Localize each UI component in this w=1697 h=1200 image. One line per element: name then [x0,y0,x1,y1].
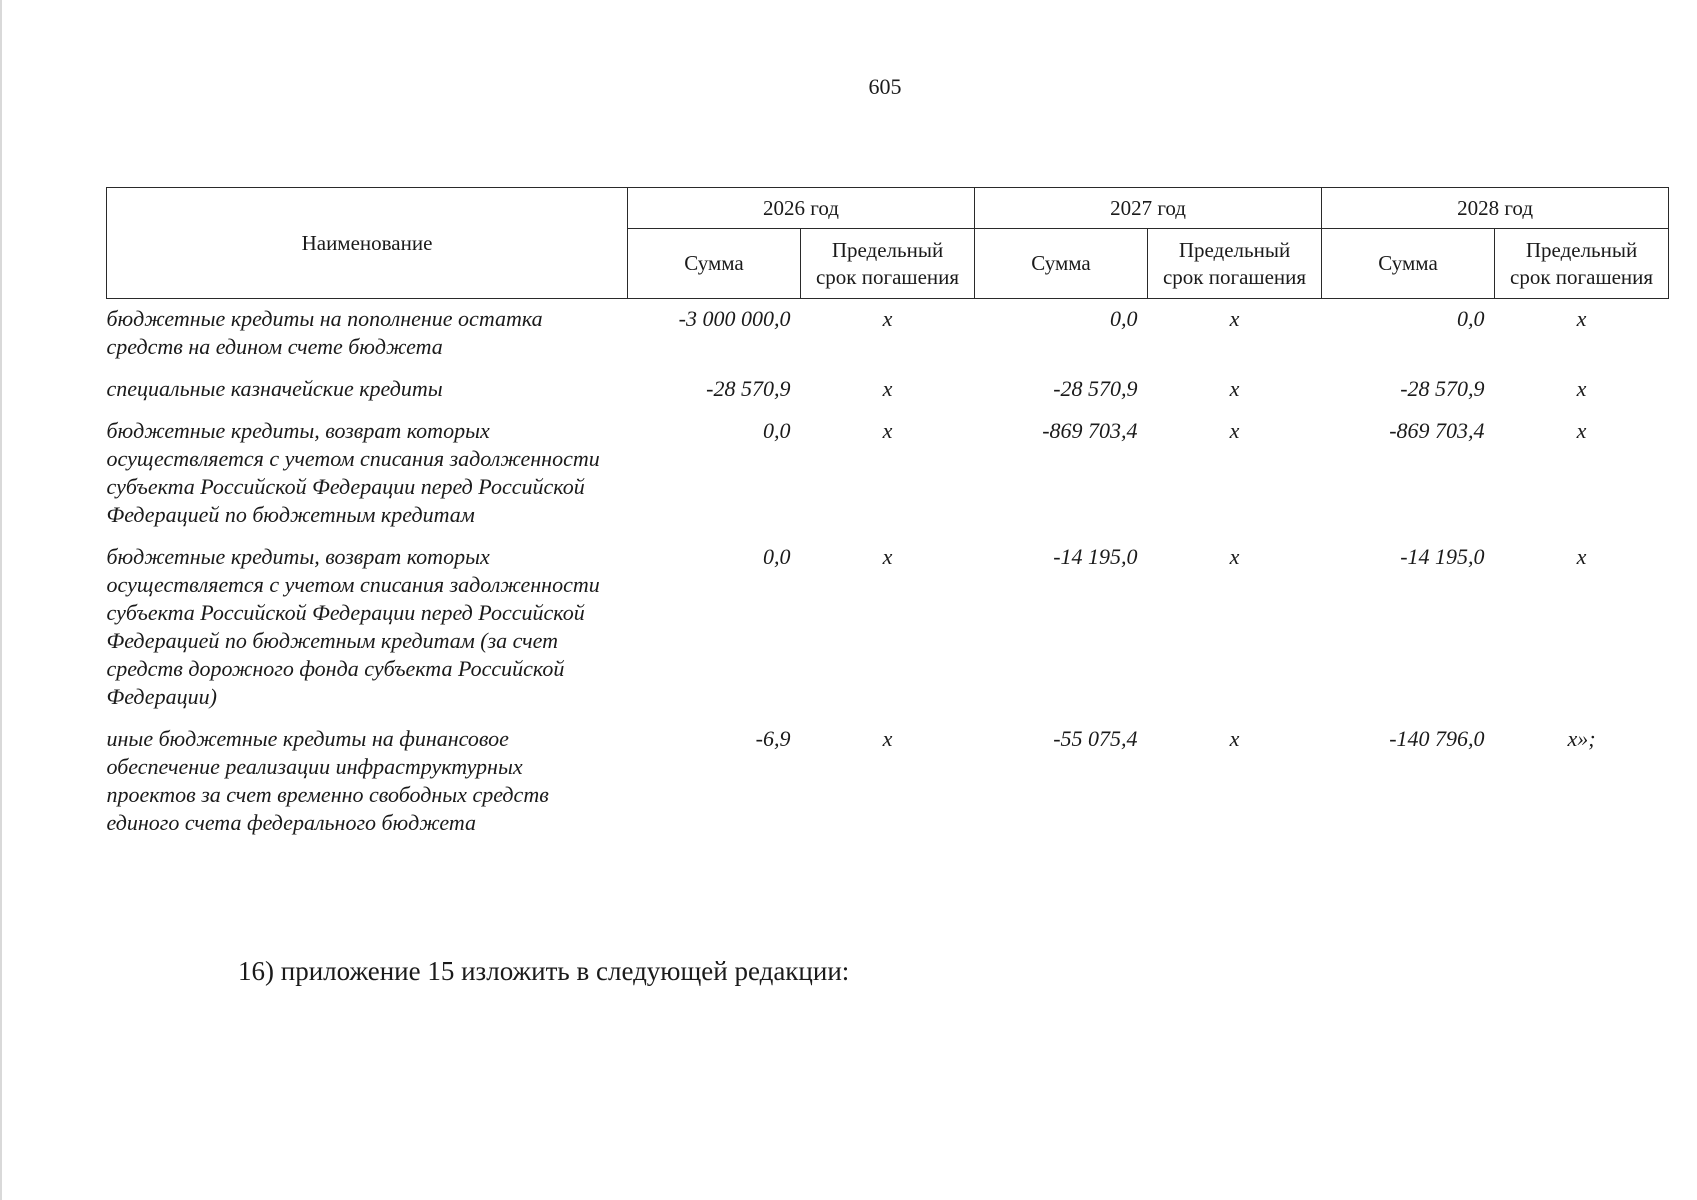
row-name: бюджетные кредиты, возврат которых осуществляется с учетом списания задолженности субъекта Российской Федерации перед Российской Федерацией по бюджетным кредитам (за счет средств дорожного фонда субъекта Российской Федерации) [106,544,600,709]
table-row [107,411,1669,537]
term-header [1148,229,1322,299]
budget-credits-table [106,187,1669,845]
row-name: бюджетные кредиты на пополнение остатка средств на едином счете бюджета [106,306,543,359]
sum-2027: 0,0 [1110,306,1138,331]
term-2027: х [1229,306,1240,331]
sum-2026: 0,0 [763,544,791,569]
term-2027: х [1229,726,1240,751]
term-2026: х [882,726,893,751]
year-header-2028: 2028 год [1322,188,1669,229]
term-header [1495,229,1669,299]
term-header-line1: Предельный [831,237,944,262]
term-2027: х [1229,376,1240,401]
amendment-instruction: 16) приложение 15 изложить в следующей редакции: [238,956,850,986]
term-2026: х [882,306,893,331]
sum-header: Сумма [628,229,801,299]
table-row [107,369,1669,411]
term-2026: х [882,376,893,401]
sum-2028: -140 796,0 [1389,726,1485,751]
term-header-line2: срок погашения [1162,264,1307,289]
term-header-line2: срок погашения [815,264,960,289]
sum-2026: 0,0 [763,418,791,443]
term-header [801,229,975,299]
table-row [107,719,1669,845]
year-header-2027: 2027 год [975,188,1322,229]
sum-2027: -14 195,0 [1053,544,1138,569]
term-header-line1: Предельный [1525,237,1638,262]
term-header-line2: срок погашения [1510,264,1654,289]
term-2026: х [882,544,893,569]
term-header-line1: Предельный [1178,237,1291,262]
sum-2026: -3 000 000,0 [678,306,791,331]
sum-2028: 0,0 [1457,306,1485,331]
row-name: специальные казначейские кредиты [106,376,443,401]
year-header-2026: 2026 год [628,188,975,229]
row-name: бюджетные кредиты, возврат которых осуществляется с учетом списания задолженности субъекта Российской Федерации перед Российской Федерацией по бюджетным кредитам [106,418,600,527]
sum-2027: -55 075,4 [1053,726,1138,751]
row-name: иные бюджетные кредиты на финансовое обеспечение реализации инфраструктурных проектов за счет временно свободных средств единого счета федерального бюджета [106,726,549,835]
sum-header: Сумма [975,229,1148,299]
sum-2026: -28 570,9 [706,376,791,401]
sum-header: Сумма [1322,229,1495,299]
name-column-header: Наименование [107,188,628,299]
term-2028: х [1576,306,1587,331]
sum-2028: -869 703,4 [1389,418,1485,443]
term-2028: х [1576,418,1587,443]
sum-2028: -14 195,0 [1400,544,1485,569]
table-row [107,299,1669,370]
table-header-row-years [107,188,1669,229]
scan-edge [0,0,2,1200]
term-2028: х [1576,544,1587,569]
sum-2027: -28 570,9 [1053,376,1138,401]
term-2028: х»; [1567,726,1596,751]
sum-2027: -869 703,4 [1042,418,1138,443]
sum-2028: -28 570,9 [1400,376,1485,401]
page-number: 605 [868,74,902,99]
term-2026: х [882,418,893,443]
term-2027: х [1229,544,1240,569]
term-2028: х [1576,376,1587,401]
sum-2026: -6,9 [755,726,791,751]
term-2027: х [1229,418,1240,443]
table-row [107,537,1669,719]
